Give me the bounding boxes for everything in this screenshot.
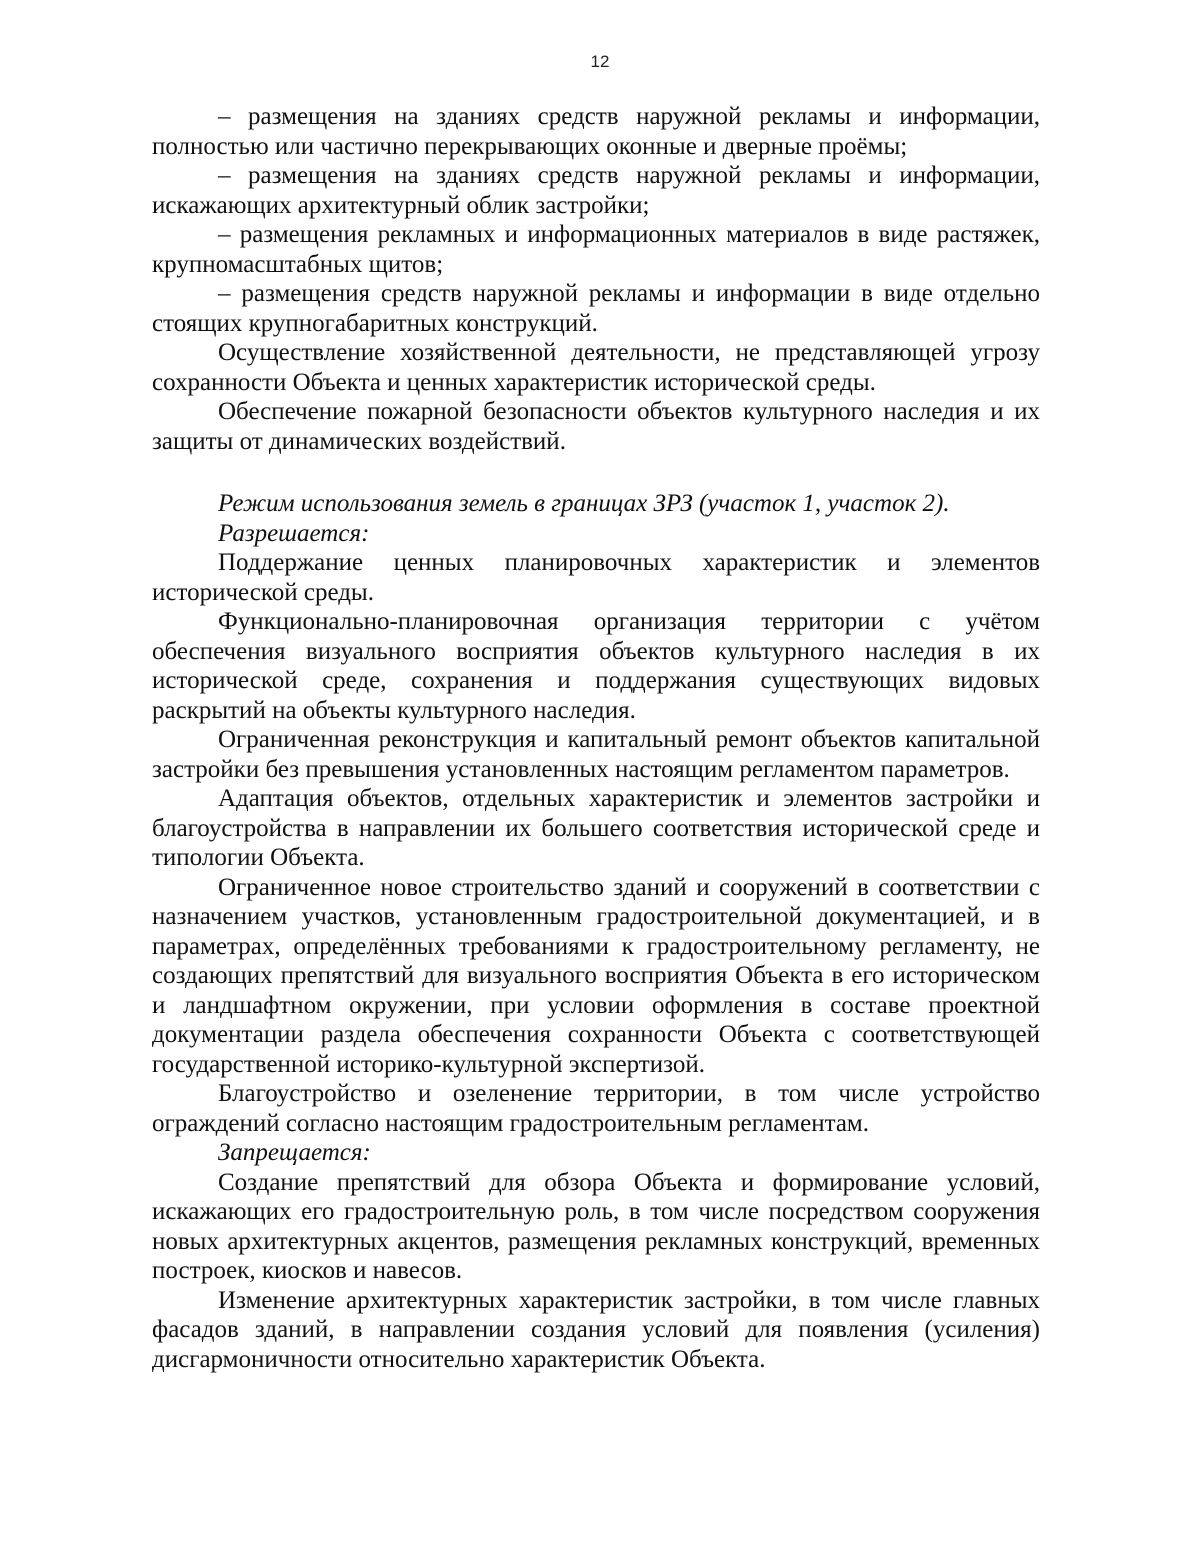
section-heading: Режим использования земель в границах ЗРЗ (участок 1, участок 2). <box>218 490 950 517</box>
paragraph: Обеспечение пожарной безопасности объектов культурного наследия и их защиты от динамических воздействий. <box>152 398 1040 455</box>
forbidden-heading: Запрещается: <box>218 1139 371 1166</box>
paragraph: Создание препятствий для обзора Объекта и формирование условий, искажающих его градостроительную роль, в том числе посредством сооружения новых архитектурных акцентов, размещения рекламных конструкций, временных построек, киосков и навесов. <box>152 1168 1040 1284</box>
paragraph: Изменение архитектурных характеристик застройки, в том числе главных фасадов зданий, в направлении создания условий для появления (усиления) дисгармоничности относительно характеристик Объекта. <box>152 1286 1040 1373</box>
paragraph: – размещения рекламных и информационных материалов в виде растяжек, крупномасштабных щитов; <box>152 221 1040 278</box>
paragraph: Ограниченная реконструкция и капитальный ремонт объектов капитальной застройки без превышения установленных настоящим регламентом параметров. <box>152 726 1040 783</box>
restrictions-list <box>152 102 1040 456</box>
paragraph: Ограниченное новое строительство зданий и сооружений в соответствии с назначением участков, установленным градостроительной документацией, и в параметрах, определённых требованиями к градостроительному регламенту, не создающих препятствий для визуального восприятия Объекта в его историческом и ландшафтном окружении, при условии оформления в составе проектной документации раздела обеспечения сохранности Объекта с соответствующей государственной историко-культурной экспертизой. <box>152 873 1040 1078</box>
paragraph: Благоустройство и озеленение территории, в том числе устройство ограждений согласно настоящим градостроительным регламентам. <box>152 1080 1040 1137</box>
allowed-heading: Разрешается: <box>218 519 370 547</box>
paragraph: Поддержание ценных планировочных характеристик и элементов исторической среды. <box>152 549 1040 606</box>
page-number: 12 <box>590 52 610 71</box>
paragraph: – размещения средств наружной рекламы и информации в виде отдельно стоящих крупногабаритных конструкций. <box>152 280 1040 337</box>
paragraph: Адаптация объектов, отдельных характеристик и элементов застройки и благоустройства в направлении их большего соответствия исторической среде и типологии Объекта. <box>152 785 1040 871</box>
paragraph: Осуществление хозяйственной деятельности, не представляющей угрозу сохранности Объекта и ценных характеристик исторической среды. <box>152 339 1040 396</box>
land-use-section <box>152 489 1040 1374</box>
paragraph: Функционально-планировочная организация территории с учётом обеспечения визуального восприятия объектов культурного наследия в их исторической среде, сохранения и поддержания существующих видовых раскрытий на объекты культурного наследия. <box>152 608 1040 724</box>
paragraph: – размещения на зданиях средств наружной рекламы и информации, полностью или частично перекрывающих оконные и дверные проёмы; <box>152 103 1040 160</box>
paragraph: – размещения на зданиях средств наружной рекламы и информации, искажающих архитектурный облик застройки; <box>152 162 1040 219</box>
